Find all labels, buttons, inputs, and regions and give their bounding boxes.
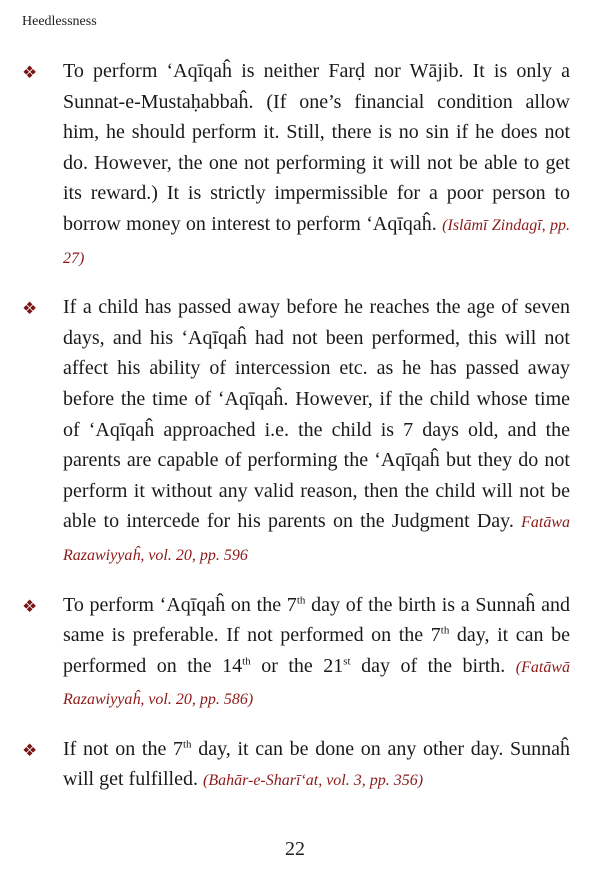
item-text: To perform ‘Aqīqaĥ is neither Farḍ nor Wājib. It is only a Sunnat-e-Mustaḥabbaĥ. (If one’s financial condition allow him, he should perform it. Still, there is no sin if he does not do. However, the one not performing it will not be able to get its reward.) It is strictly impermissible for a poor person to borrow money on interest to perform ‘Aqīqaĥ.	[63, 60, 570, 235]
list-item	[22, 292, 570, 571]
diamond-bullet-icon: ❖	[22, 740, 38, 760]
citation: (Bahār-e-Sharī‘at, vol. 3, pp. 356)	[202, 772, 424, 790]
list-item	[22, 56, 570, 274]
diamond-bullet-icon: ❖	[22, 596, 38, 616]
citation: Fatāwa Razawiyyaĥ, vol. 20, pp. 596	[63, 514, 570, 564]
item-text: If not on the 7th day, it can be done on any other day. Sunnaĥ will get fulfilled.	[63, 737, 571, 791]
list-item	[22, 734, 570, 797]
running-header: Heedlessness	[22, 14, 97, 29]
page-body	[22, 56, 570, 815]
citation: (Fatāwā Razawiyyaĥ, vol. 20, pp. 586)	[63, 658, 570, 709]
list-item	[22, 590, 570, 716]
diamond-bullet-icon: ❖	[22, 299, 38, 319]
citation: (Islāmī Zindagī, pp. 27)	[63, 216, 571, 267]
diamond-bullet-icon: ❖	[22, 63, 38, 82]
page-number: 22	[285, 838, 305, 860]
item-text: If a child has passed away before he reaches the age of seven days, and his ‘Aqīqaĥ had not been performed, this will not affect his ability of intercession etc. as he has passed away before the time of ‘Aqīqaĥ. However, if the child whose time of ‘Aqīqaĥ approached i.e. the child is 7 days old, and the parents are capable of performing the ‘Aqīqaĥ but they do not perform it without any valid reason, then the child will not be able to intercede for his parents on the Judgment Day.	[63, 296, 570, 533]
item-text: To perform ‘Aqīqaĥ on the 7th day of the birth is a Sunnaĥ and same is preferable. If not performed on the 7th day, it can be performed on the 14th or the 21st day of the birth.	[63, 593, 570, 677]
